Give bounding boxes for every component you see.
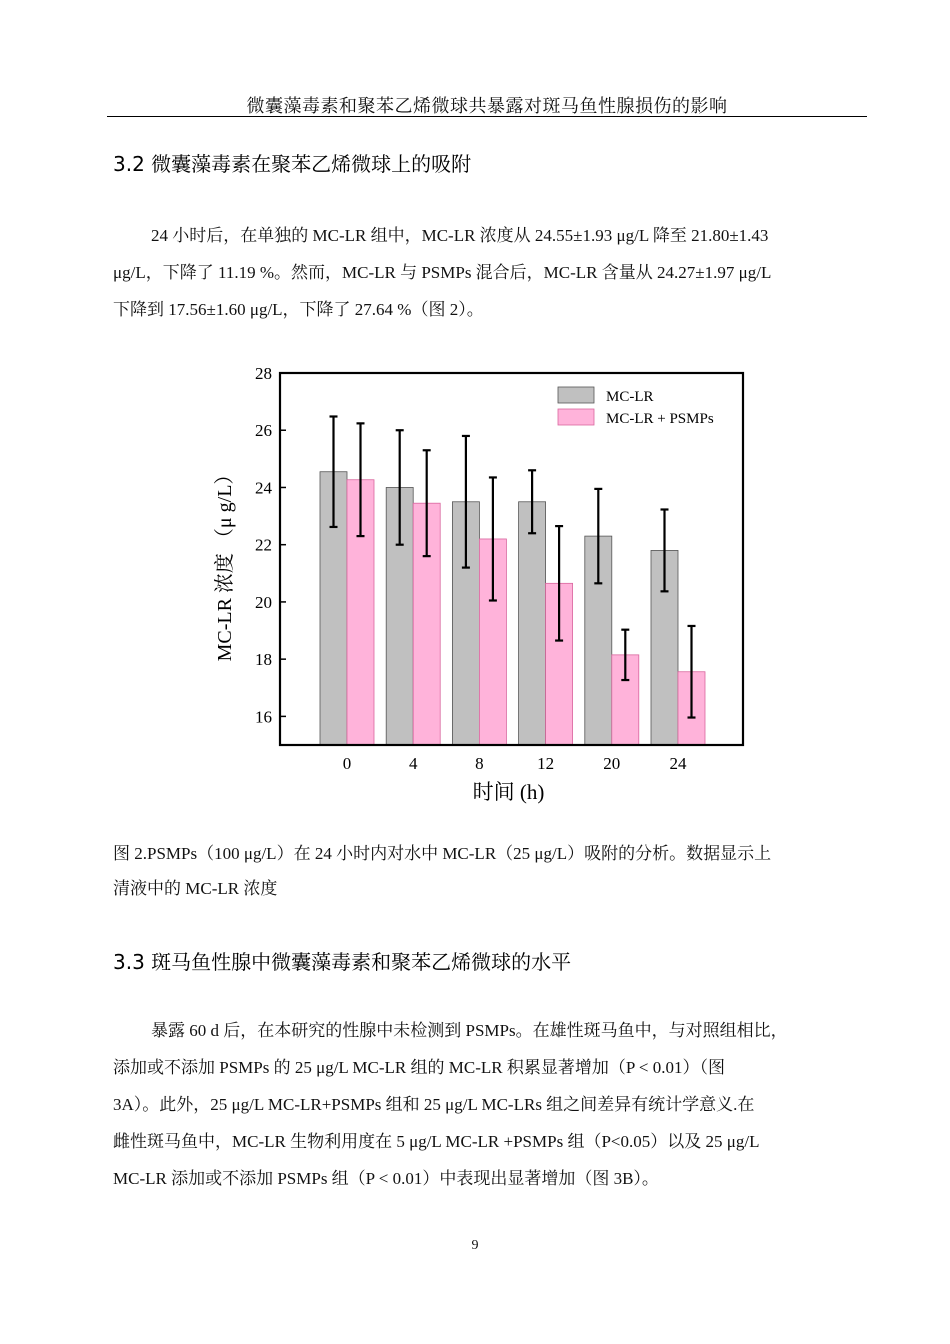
x-tick-label: 4 — [408, 754, 418, 773]
y-tick-label: 20 — [255, 592, 272, 612]
section-heading-3-2: 3.2 微囊藻毒素在聚苯乙烯微球上的吸附 — [113, 152, 472, 176]
bar-mc-lr — [519, 502, 546, 745]
paragraph-line: MC-LR 添加或不添加 PSMPs 组（P < 0.01）中表现出显著增加（图 3B）。 — [113, 1169, 659, 1188]
y-tick-label: 28 — [255, 364, 272, 383]
paragraph-line: 3A）。此外，25 μg/L MC-LR+PSMPs 组和 25 μg/L MC-LRs 组之间差异有统计学意义.在 — [113, 1095, 755, 1114]
paragraph-line: 24 小时后，在单独的 MC-LR 组中，MC-LR 浓度从 24.55±1.93 μg/L 降至 21.80±1.43 — [151, 226, 769, 245]
y-tick-label: 22 — [255, 535, 272, 555]
paragraph-line: 添加或不添加 PSMPs 的 25 μg/L MC-LR 组的 MC-LR 积累显著增加（P < 0.01）（图 — [113, 1058, 726, 1077]
x-tick-label: 8 — [475, 754, 484, 773]
paragraph-line: μg/L，下降了 11.19 %。然而，MC-LR 与 PSMPs 混合后，MC-LR 含量从 24.27±1.97 μg/L — [113, 263, 772, 282]
paragraph-3-2 — [113, 217, 859, 328]
x-axis-label: 时间 (h) — [472, 780, 545, 804]
x-tick-label: 12 — [537, 754, 555, 773]
y-tick-label: 24 — [255, 478, 272, 498]
x-tick-label: 24 — [669, 754, 687, 773]
section-heading-3-3: 3.3 斑马鱼性腺中微囊藻毒素和聚苯乙烯微球的水平 — [113, 950, 572, 974]
page-number: 9 — [471, 1238, 479, 1253]
paragraph-3-3 — [113, 1012, 859, 1197]
caption-line: 图 2.PSMPs（100 μg/L）在 24 小时内对水中 MC-LR（25 μg/L）吸附的分析。数据显示上 — [113, 844, 772, 863]
caption-line: 清液中的 MC-LR 浓度 — [113, 879, 278, 898]
header-rule — [107, 116, 867, 117]
y-axis-label: MC-LR 浓度 （μ g/L） — [214, 464, 236, 662]
paragraph-line: 下降到 17.56±1.60 μg/L，下降了 27.64 %（图 2）。 — [113, 300, 484, 319]
legend-swatch — [558, 387, 594, 403]
y-tick-label: 26 — [255, 421, 272, 441]
figure-2-bar-chart — [200, 355, 760, 815]
legend-label: MC-LR + PSMPs — [606, 411, 714, 427]
running-header: 微囊藻毒素和聚苯乙烯微球共暴露对斑马鱼性腺损伤的影响 — [246, 96, 728, 116]
legend-swatch — [558, 409, 594, 425]
figure-caption — [113, 836, 859, 906]
paragraph-line: 雌性斑马鱼中，MC-LR 生物利用度在 5 μg/L MC-LR +PSMPs 组（P<0.05）以及 25 μg/L — [113, 1132, 760, 1151]
y-tick-label: 18 — [255, 650, 272, 670]
legend-label: MC-LR — [606, 389, 654, 405]
y-tick-label: 16 — [255, 707, 272, 727]
paragraph-line: 暴露 60 d 后，在本研究的性腺中未检测到 PSMPs。在雄性斑马鱼中，与对照组相比， — [151, 1021, 788, 1040]
x-tick-label: 20 — [603, 754, 621, 773]
x-tick-label: 0 — [342, 754, 352, 773]
